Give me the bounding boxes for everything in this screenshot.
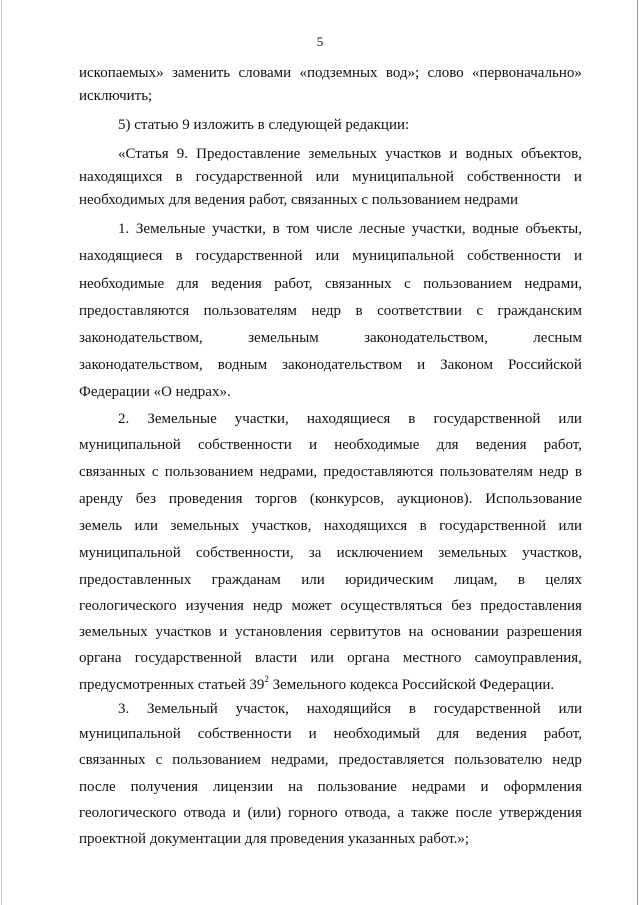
text-line: предусмотренных статьей $39^2$ Земельного кодекса Российской Федерации. bbox=[79, 674, 555, 693]
text-line: необходимых для ведения работ, связанных с пользованием недрами bbox=[79, 192, 519, 208]
text-line: «Статья 9. Предоставление земельных участков и водных объектов, bbox=[118, 146, 582, 162]
text-line: земельных участков и установления сервитутов на основании разрешения bbox=[79, 624, 582, 640]
text-line: проектной документации для проведения указанных работ.»; bbox=[79, 831, 470, 847]
text-line: геологического изучения недр может осуществляться без предоставления bbox=[79, 598, 582, 614]
text-line: аренду без проведения торгов (конкурсов, аукционов). Использование bbox=[79, 491, 582, 507]
text-line: предоставленных гражданам или юридическим лицам, в целях bbox=[79, 572, 582, 588]
text-line: органа государственной власти или органа местного самоуправления, bbox=[79, 650, 582, 666]
text-line: предоставляются пользователям недр в соответствии с гражданским bbox=[79, 303, 582, 319]
text-line: земель или земельных участков, находящихся в государственной или bbox=[79, 518, 582, 534]
superscript: 2 bbox=[264, 674, 269, 684]
text-line: связанных с пользованием недрами, предоставляется пользователю недр bbox=[79, 752, 582, 768]
text-line: связанных с пользованием недрами, предоставляются пользователям недр в bbox=[79, 464, 582, 480]
text-line: муниципальной собственности, за исключением земельных участков, bbox=[79, 545, 582, 561]
text-line: геологического отвода и (или) горного отвода, а также после утверждения bbox=[79, 805, 582, 821]
text-line: муниципальной собственности и необходимые для ведения работ, bbox=[79, 437, 582, 453]
text-line: Федерации «О недрах». bbox=[79, 384, 231, 400]
text-line: необходимые для ведения работ, связанных с пользованием недрами, bbox=[79, 276, 582, 292]
scan-edge-right bbox=[637, 0, 638, 905]
text-line: 5) статью 9 изложить в следующей редакции: bbox=[118, 117, 410, 133]
text-line: законодательством, земельным законодательством, лесным bbox=[79, 330, 582, 346]
text-line: исключить; bbox=[79, 88, 153, 104]
text-line: находящихся в государственной или муниципальной собственности и bbox=[79, 169, 582, 185]
scan-edge-left bbox=[1, 0, 2, 905]
text-line: находящиеся в государственной или муниципальной собственности и bbox=[79, 248, 582, 264]
text-line: законодательством, водным законодательством и Законом Российской bbox=[79, 357, 582, 373]
text-line: 1. Земельные участки, в том числе лесные участки, водные объекты, bbox=[118, 221, 582, 237]
page-number: 5 bbox=[316, 34, 324, 49]
text-line: 3. Земельный участок, находящийся в государственной или bbox=[118, 701, 582, 717]
text-line: муниципальной собственности и необходимый для ведения работ, bbox=[79, 726, 582, 742]
text-line: после получения лицензии на пользование недрами и оформления bbox=[79, 779, 582, 795]
text-line: ископаемых» заменить словами «подземных вод»; слово «первоначально» bbox=[79, 65, 582, 81]
text-line: 2. Земельные участки, находящиеся в государственной или bbox=[118, 411, 582, 427]
